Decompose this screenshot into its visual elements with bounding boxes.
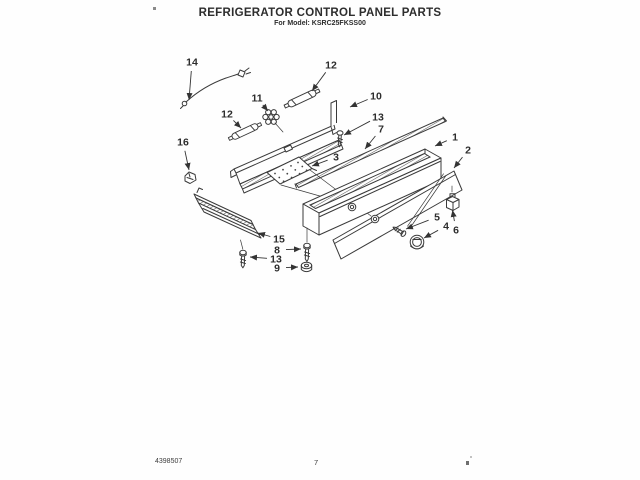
callout-label: 9: [274, 262, 280, 275]
callout-label: 15: [273, 233, 285, 246]
callout-leader: [286, 267, 298, 268]
callout-label: 6: [453, 224, 459, 237]
callout-leader: [233, 120, 241, 128]
part-16-clip: [185, 172, 196, 184]
callout-label: 10: [370, 90, 382, 103]
callout-label: 11: [251, 92, 263, 105]
callout-leader: [365, 136, 375, 149]
callout-label: 12: [221, 108, 233, 121]
callout-label: 13: [270, 253, 282, 266]
callout-label: 2: [465, 144, 471, 157]
callout-leader: [189, 71, 191, 100]
callout-leader: [263, 105, 268, 111]
callout-label: 12: [325, 59, 337, 72]
callout-leader: [453, 210, 455, 221]
callout-leader: [424, 230, 438, 238]
callout-label: 14: [186, 56, 198, 69]
callout-leader: [250, 257, 267, 258]
callout-leader: [344, 121, 370, 135]
callout-leader: [406, 220, 429, 229]
page-number: 7: [314, 458, 319, 467]
page-title: REFRIGERATOR CONTROL PANEL PARTS: [198, 7, 442, 19]
part-13b-screw: [240, 250, 246, 268]
part-9-grommet: [301, 262, 311, 271]
callout-leader: [435, 141, 447, 146]
doc-number: 4398507: [155, 458, 183, 465]
callout-leader: [454, 157, 463, 168]
callout-leader: [286, 249, 301, 250]
part-11-lamp-socket: [263, 110, 283, 132]
callout-label: 3: [333, 151, 339, 164]
part-4-knob: [410, 235, 424, 249]
callout-leader: [312, 72, 326, 91]
part-12-lamp: [283, 87, 320, 109]
callout-label: 1: [452, 131, 458, 144]
callout-leader: [312, 160, 328, 166]
model-subtitle: For Model: KSRC25FKSS00: [274, 20, 366, 27]
callout-label: 16: [177, 136, 189, 149]
part-12b-lamp: [228, 121, 263, 142]
callout-label: 5: [434, 211, 440, 224]
callout-label: 13: [372, 111, 384, 124]
part-15-bracket: [194, 188, 261, 249]
callout-label: 7: [378, 123, 384, 136]
callout-label: 4: [443, 220, 449, 233]
callout-leader: [185, 151, 189, 170]
part-8-screw: [304, 228, 310, 262]
callout-leader: [350, 100, 368, 108]
callout-label: 8: [274, 244, 280, 257]
